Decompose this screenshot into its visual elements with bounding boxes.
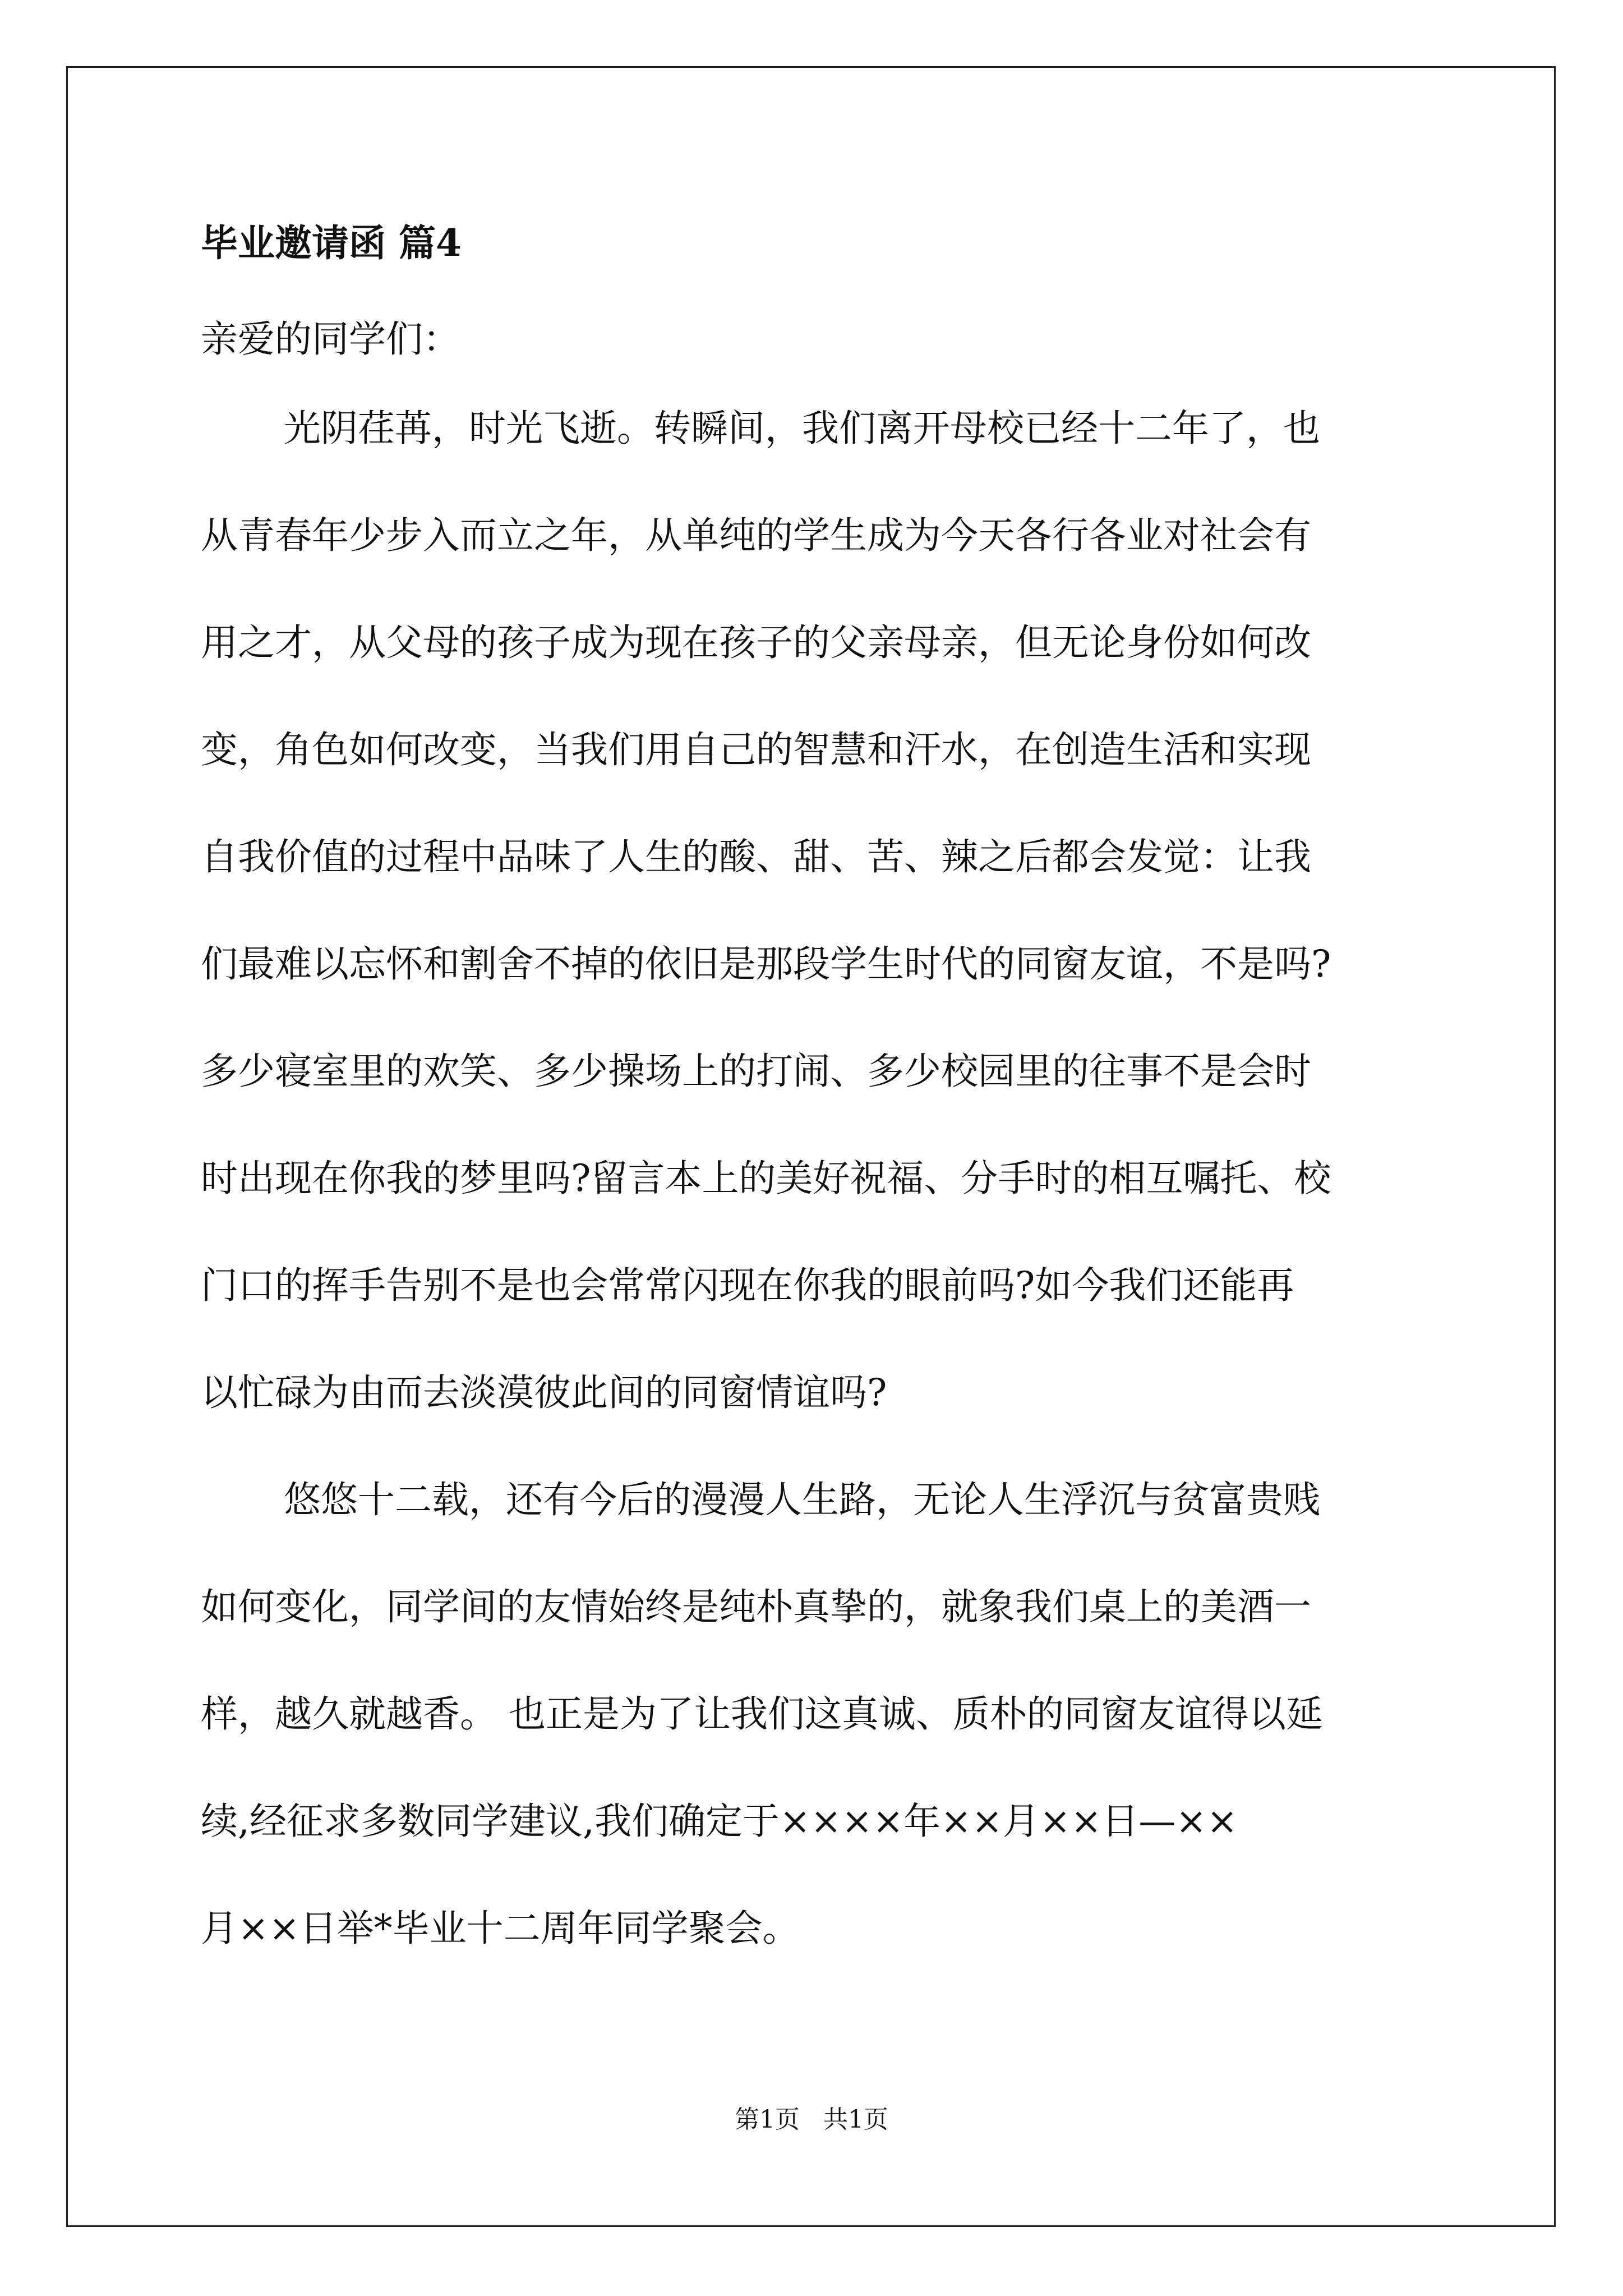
paragraph-line: 悠悠十二载，还有今后的漫漫人生路，无论人生浮沉与贫富贵贱	[284, 1478, 1320, 1521]
document-body	[201, 221, 1435, 1982]
paragraph-line: 门口的挥手告别不是也会常常闪现在你我的眼前吗?如今我们还能再	[201, 1264, 1294, 1307]
greeting: 亲爱的同学们：	[201, 318, 460, 361]
paragraph-line: 时出现在你我的梦里吗?留言本上的美好祝福、分手时的相互嘱托、校	[201, 1157, 1331, 1200]
paragraph-line: 用之才，从父母的孩子成为现在孩子的父亲母亲，但无论身份如何改	[201, 621, 1311, 664]
paragraph-line: 从青春年少步入而立之年，从单纯的学生成为今天各行各业对社会有	[201, 514, 1311, 557]
paragraph-line: 如何变化，同学间的友情始终是纯朴真挚的，就象我们桌上的美酒一	[201, 1585, 1311, 1628]
paragraph-line: 月××日举*毕业十二周年同学聚会。	[201, 1907, 800, 1950]
paragraph-line: 多少寝室里的欢笑、多少操场上的打闹、多少校园里的往事不是会时	[201, 1050, 1311, 1093]
paragraph-line: 自我价值的过程中品味了人生的酸、甜、苦、辣之后都会发觉：让我	[201, 835, 1311, 878]
page-footer: 第1页 共1页	[735, 2105, 888, 2134]
paragraph-line: 光阴荏苒，时光飞逝。转瞬间，我们离开母校已经十二年了，也	[284, 407, 1320, 450]
paragraph-line: 们最难以忘怀和割舍不掉的依旧是那段学生时代的同窗友谊，不是吗?	[201, 942, 1331, 986]
paragraph-1	[201, 375, 1435, 1446]
paragraph-line: 以忙碌为由而去淡漠彼此间的同窗情谊吗?	[201, 1371, 887, 1414]
paragraph-line: 变，角色如何改变，当我们用自己的智慧和汗水，在创造生活和实现	[201, 728, 1311, 771]
document-title: 毕业邀请函 篇4	[201, 221, 462, 265]
paragraph-2	[201, 1446, 1435, 1982]
paragraph-line: 续,经征求多数同学建议,我们确定于××××年××月××日—××	[201, 1800, 1238, 1843]
paragraph-line: 样，越久就越香。 也正是为了让我们这真诚、质朴的同窗友谊得以延	[201, 1692, 1323, 1736]
